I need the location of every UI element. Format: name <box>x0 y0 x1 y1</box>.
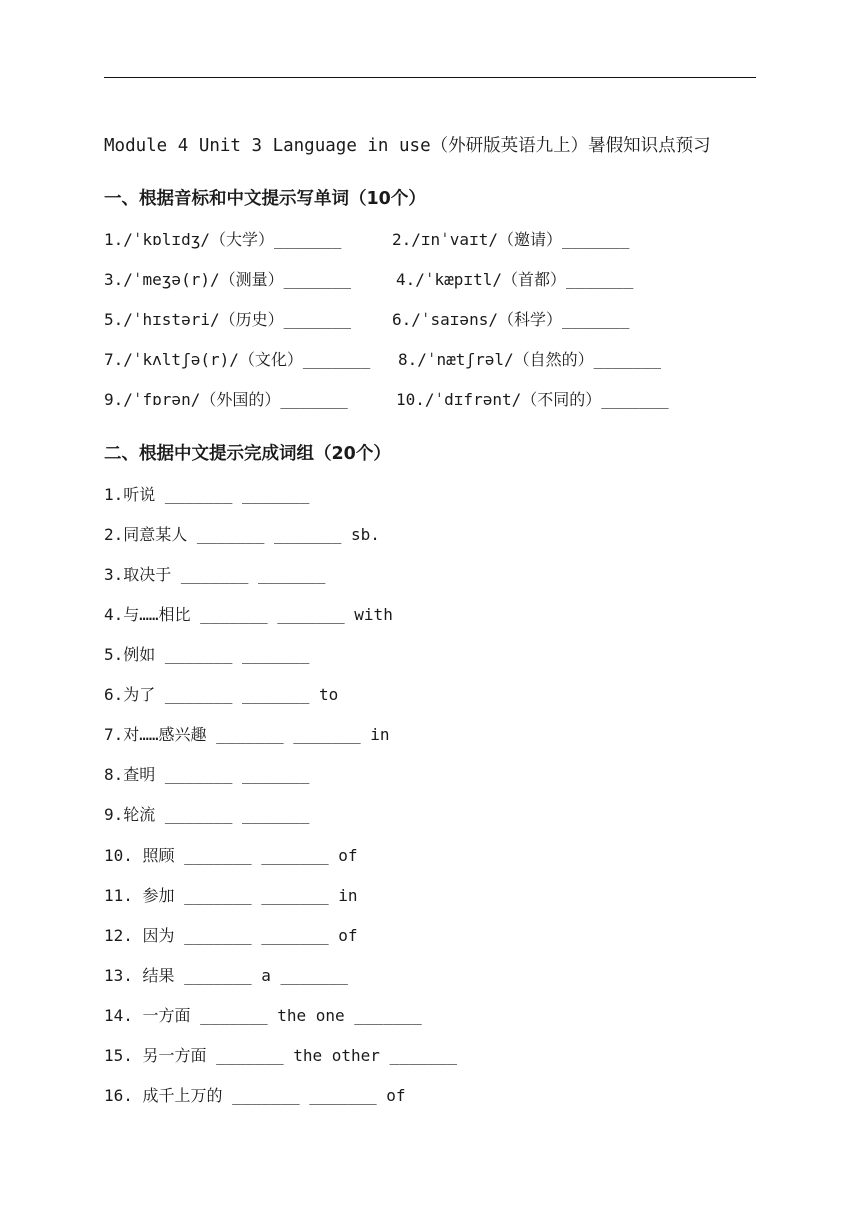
document-title: Module 4 Unit 3 Language in use（外研版英语九上）暑假知识点预习 <box>104 136 711 156</box>
phrase-item: 14. 一方面 _______ the one _______ <box>104 1006 422 1025</box>
vocab-row <box>104 229 764 251</box>
vocab-item: 2./ɪnˈvaɪt/（邀请）_______ <box>392 230 630 249</box>
phrase-item: 16. 成千上万的 _______ _______ of <box>104 1086 406 1105</box>
vocab-row <box>104 389 764 411</box>
vocab-row <box>104 309 764 331</box>
phrase-item: 6.为了 _______ _______ to <box>104 685 339 704</box>
vocab-item: 6./ˈsaɪəns/（科学）_______ <box>392 310 630 329</box>
vocab-item: 9./ˈfɒrən/（外国的）_______ <box>104 390 348 409</box>
vocab-item: 10./ˈdɪfrənt/（不同的）_______ <box>396 390 669 409</box>
phrase-item: 5.例如 _______ _______ <box>104 645 310 664</box>
phrase-item: 2.同意某人 _______ _______ sb. <box>104 525 380 544</box>
phrase-item: 13. 结果 _______ a _______ <box>104 966 348 985</box>
vocab-row <box>104 269 764 291</box>
phrase-item: 4.与……相比 _______ _______ with <box>104 605 393 624</box>
section1-heading: 一、根据音标和中文提示写单词（10个） <box>104 189 426 209</box>
phrase-item: 7.对……感兴趣 _______ _______ in <box>104 725 390 744</box>
phrase-item: 10. 照顾 _______ _______ of <box>104 846 358 865</box>
section2-heading: 二、根据中文提示完成词组（20个） <box>104 444 391 464</box>
vocab-item: 7./ˈkʌltʃə(r)/（文化）_______ <box>104 350 371 369</box>
vocab-item: 8./ˈnætʃrəl/（自然的）_______ <box>398 350 662 369</box>
vocab-row <box>104 349 764 371</box>
phrase-item: 8.查明 _______ _______ <box>104 765 310 784</box>
vocab-item: 4./ˈkæpɪtl/（首都）_______ <box>396 270 634 289</box>
phrase-item: 11. 参加 _______ _______ in <box>104 886 358 905</box>
header-rule <box>104 77 756 78</box>
vocab-item: 3./ˈmeʒə(r)/（测量）_______ <box>104 270 352 289</box>
phrase-item: 3.取决于 _______ _______ <box>104 565 326 584</box>
vocab-item: 1./ˈkɒlɪdʒ/（大学）_______ <box>104 230 342 249</box>
phrase-item: 9.轮流 _______ _______ <box>104 805 310 824</box>
phrase-item: 12. 因为 _______ _______ of <box>104 926 358 945</box>
vocab-item: 5./ˈhɪstəri/（历史）_______ <box>104 310 352 329</box>
phrase-item: 1.听说 _______ _______ <box>104 485 310 504</box>
phrase-item: 15. 另一方面 _______ the other _______ <box>104 1046 457 1065</box>
